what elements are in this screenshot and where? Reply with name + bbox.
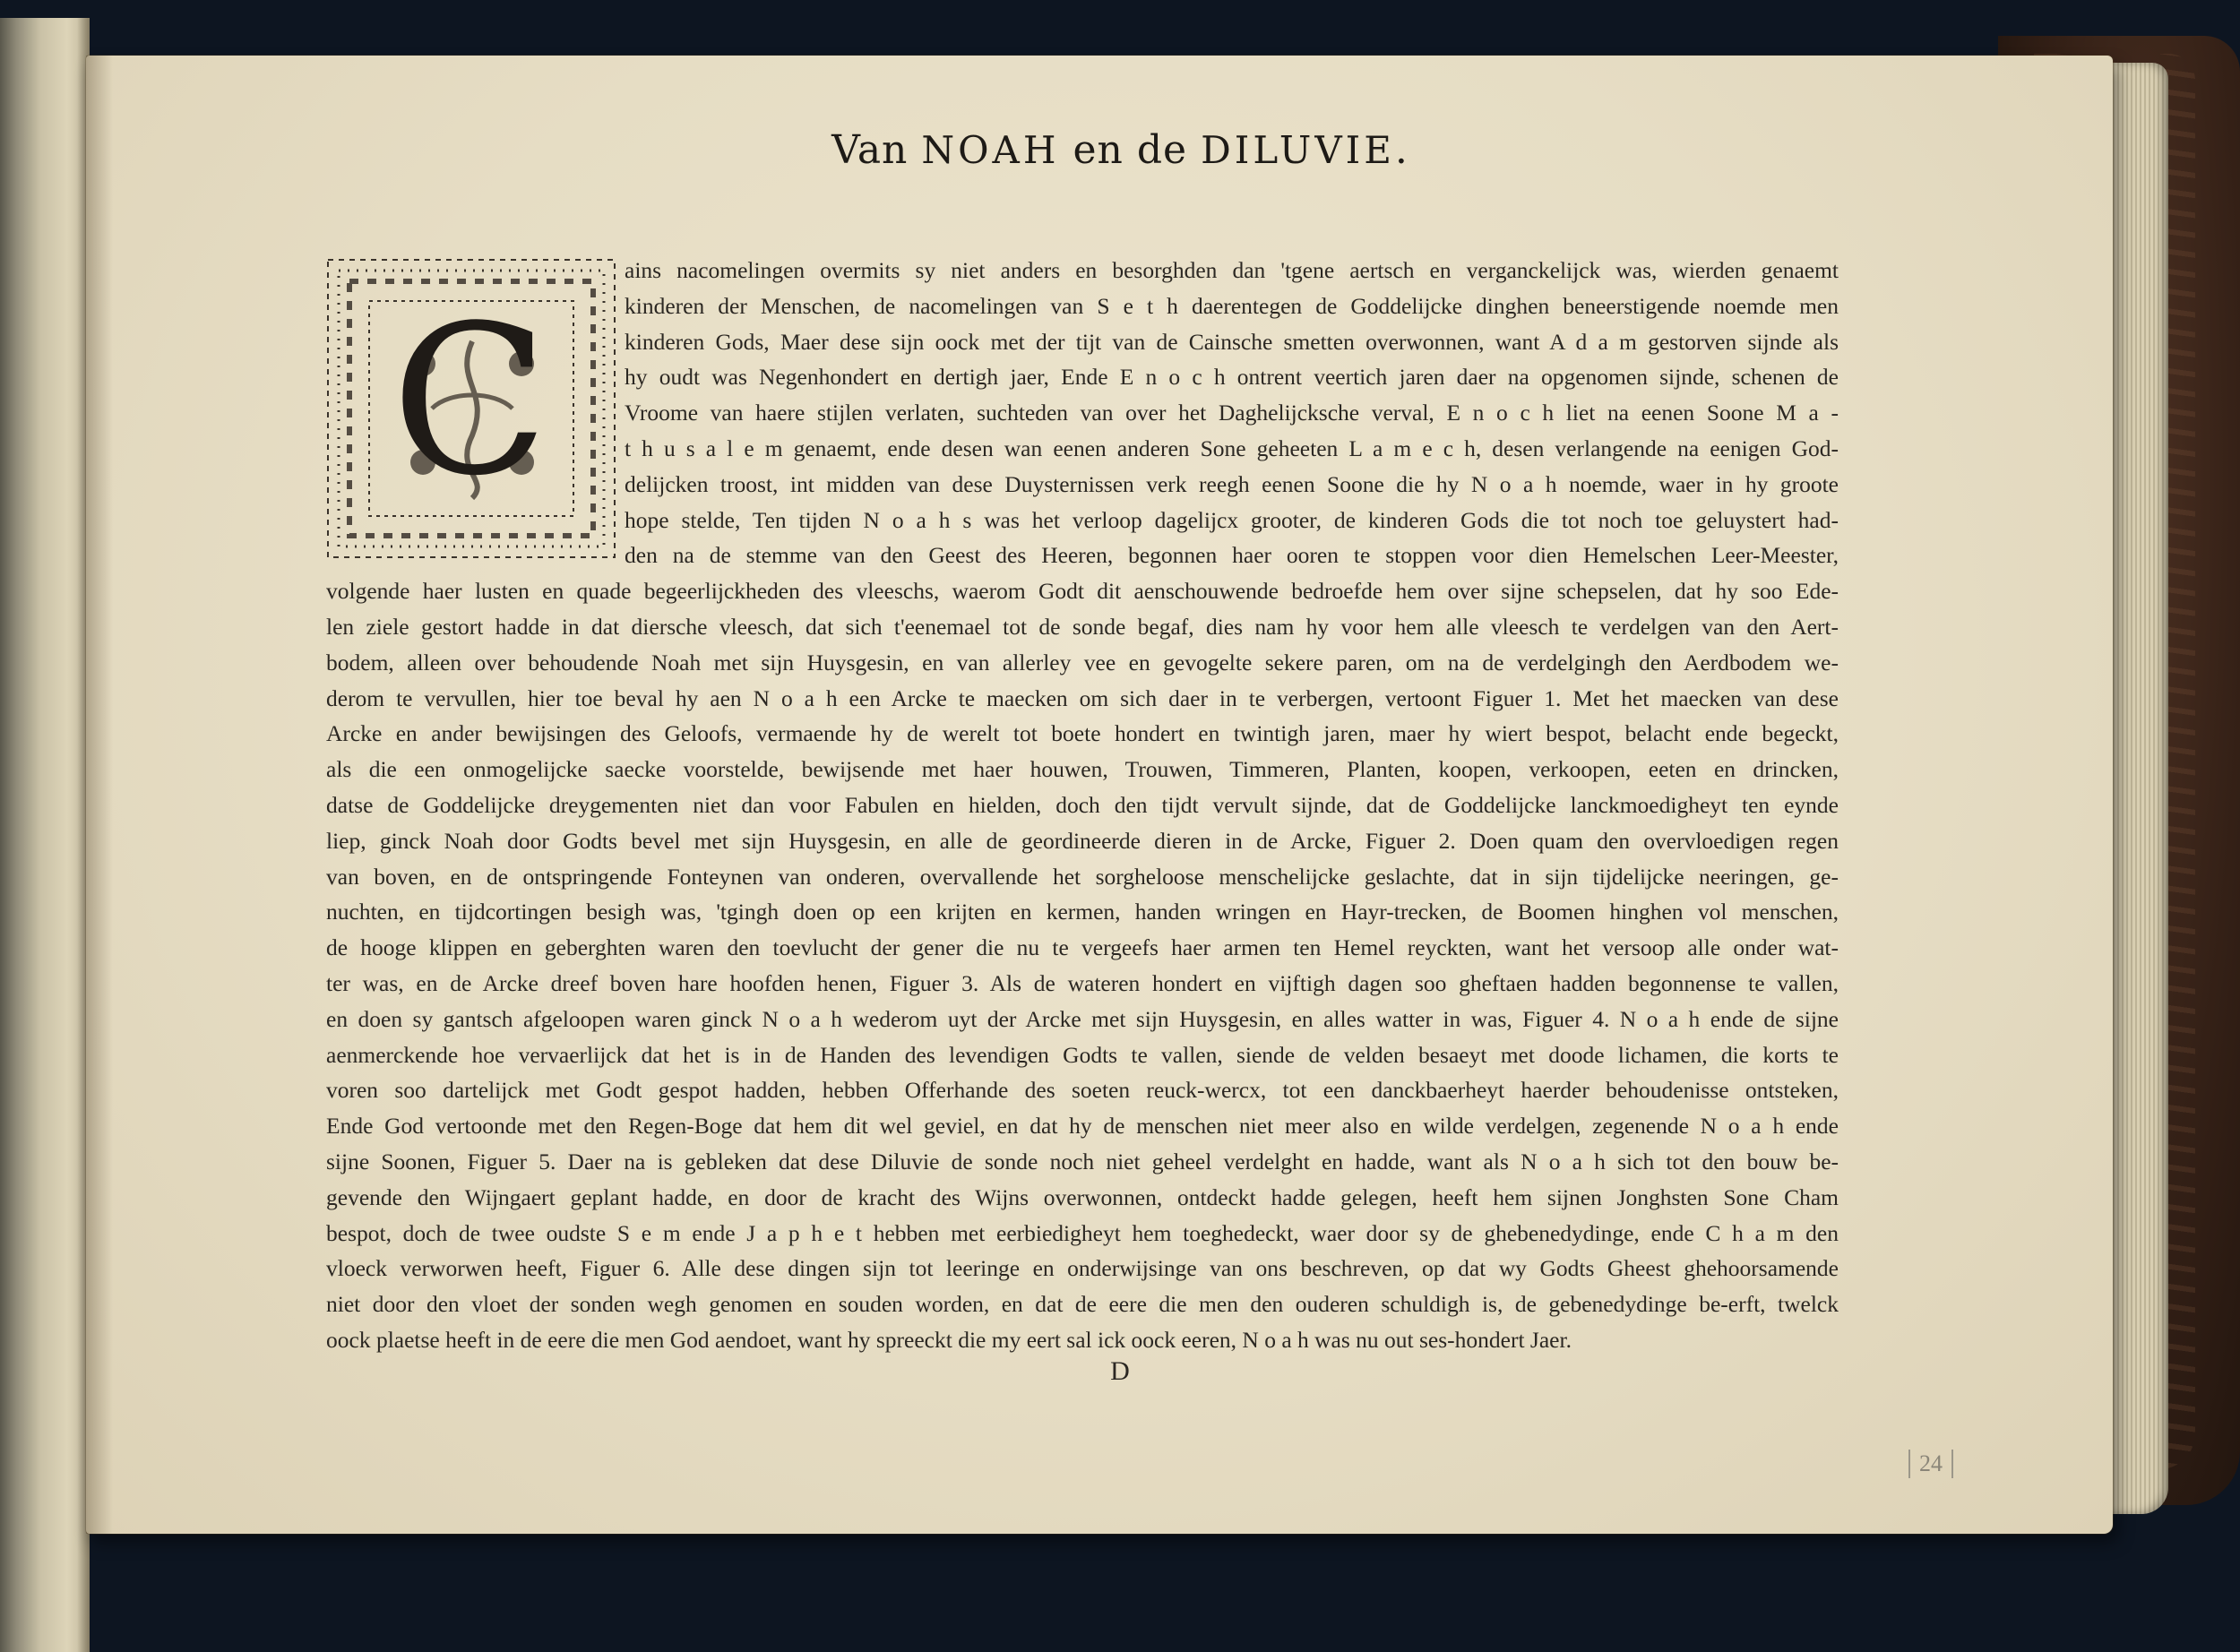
text-line: Vroome van haere stijlen verlaten, suchteden van over het Daghelijcksche verval, E n o c h liet na eenen Soone M a - [625, 400, 1839, 426]
text-line: bespot, doch de twee oudste S e m ende J a p h e t hebben met eerbiedigheyt hem toeghedeckt, waer door sy de ghebenedydinge, ende C h a m den [326, 1219, 1839, 1246]
text-line: als die een onmogelijcke saecke voorstelde, bewijsende met haer houwen, Trouwen, Timmeren, Planten, koopen, verkoopen, eeten en drincken, [326, 756, 1839, 783]
text-line: nuchten, en tijdcortingen besigh was, 'tgingh doen op een krijten en kermen, handen wringen en Hayr-trecken, de Boomen hinghen vol menschen, [326, 899, 1839, 925]
text-line: sijne Soonen, Figuer 5. Daer na is gebleken dat dese Diluvie de sonde noch niet geheel verdelght en hadde, want als N o a h sich tot den bouw be- [326, 1148, 1839, 1174]
signature-mark: D [1110, 1356, 1130, 1386]
text-line: liep, ginck Noah door Godts bevel met sijn Huysgesin, en alle de geordineerde dieren in de Arcke, Figuer 2. Doen quam den overvloedigen regen [326, 827, 1839, 854]
left-page-stack [0, 18, 90, 1652]
text-line: en doen sy gantsch afgeloopen waren ginck N o a h wederom uyt der Arcke met sijn Huysgesin, en alles watter in was, Figuer 4. N o a h ende de sijne [326, 1005, 1839, 1032]
text-line: aenmerckende hoe vervaerlijck dat het is in de Handen des levendigen Godts te vallen, siende de velden besaeyt met doode lichamen, die korts te [326, 1041, 1839, 1068]
text-line: derom te vervullen, hier toe beval hy aen N o a h een Arcke te maecken om sich daer in te verbergen, vertoont Figuer 1. Met het maecken van dese [326, 684, 1839, 711]
text-line: hy oudt was Negenhondert en dertigh jaer, Ende E n o c h ontrent veertich jaren daer na opgenomen sijnde, schenen de [625, 364, 1839, 391]
title-name-diluvie: DILUVIE [1201, 128, 1395, 172]
text-line: volgende haer lusten en quade begeerlijckheden des vleeschs, waerom Godt dit aenschouwende bedroefde hem over sijne schepselen, dat hy soo Ede- [326, 578, 1839, 605]
text-line: kinderen Gods, Maer dese sijn oock met der tijt van de Cainsche smetten overwonnen, want A d a m gestorven sijnde als [625, 328, 1839, 355]
text-line: van boven, en de ontspringende Fonteynen van onderen, overvallende het sorgheloose menschelijcke geslachte, dat in sijn tijdelijcke neeringen, ge- [326, 863, 1839, 890]
text-line: niet door den vloet der sonden wegh genomen en souden worden, en dat de eere die men den ouderen schuldigh is, de gebenedydinge be-erft, twelck [326, 1291, 1839, 1318]
text-line: voren soo dartelijck met Godt gespot hadden, hebben Offerhande des soeten reuck-wercx, tot een danckbaerheyt haerder behoudenisse ontsteken, [326, 1077, 1839, 1104]
page-title [0, 127, 2240, 173]
folio-number: 24 [1908, 1450, 1953, 1478]
body-text [326, 253, 1839, 1358]
text-line: bodem, alleen over behoudende Noah met sijn Huysgesin, en van allerley vee en gevogelte sekere paren, om na de verdelgingh den Aerdbodem we- [326, 649, 1839, 675]
text-line: de hooge klippen en geberghten waren den toevlucht der gener die nu te vergeefs haer armen ten Hemel reyckten, want het versoop alle onder wat- [326, 934, 1839, 961]
title-name-noah: NOAH [921, 128, 1060, 172]
text-line: Ende God vertoonde met den Regen-Boge dat hem dit wel geviel, en dat hy de menschen niet meer also en wilde verdelgen, zegenende N o a h ende [326, 1113, 1839, 1140]
text-line: vloeck verworwen heeft, Figuer 6. Alle dese dingen sijn tot leeringe en onderwijsinge van ons beschreven, op dat wy Godts Gheest ghehoorsamende [326, 1255, 1839, 1282]
text-line: t h u s a l e m genaemt, ende desen wan eenen anderen Sone geheeten L a m e c h, desen verlangende na eenigen God- [625, 435, 1839, 461]
text-line: len ziele gestort hadde in dat diersche vleesch, dat sich t'eenemael tot de sonde begaf, dies nam hy voor hem alle vleesch te verdelgen van den Aert- [326, 613, 1839, 640]
text-line: gevende den Wijngaert geplant hadde, en door de kracht des Wijns overwonnen, ontdeckt hadde gelegen, heeft hem sijnen Jonghsten Sone Cham [326, 1183, 1839, 1210]
text-line: Arcke en ander bewijsingen des Geloofs, vermaende hy de werelt tot boete hondert en twintigh jaren, maer hy wiert bespot, belacht ende begeckt, [326, 720, 1839, 747]
text-line: delijcken troost, int midden van dese Duysternissen verk reegh eenen Soone die hy N o a h noemde, waer in hy groote [625, 470, 1839, 497]
text-line: den na de stemme van den Geest des Heeren, begonnen haer ooren te stoppen voor dien Hemelschen Leer-Meester, [625, 542, 1839, 569]
text-line: kinderen der Menschen, de nacomelingen van S e t h daerentegen de Goddelijcke dinghen beneerstigende noemde men [625, 292, 1839, 319]
title-tail: . [1394, 127, 1409, 173]
text-line: oock plaetse heeft in de eere die men God aendoet, want hy spreeckt die my eert sal ick oock eeren, N o a h was nu out ses-hondert Jaer. [326, 1326, 1572, 1353]
text-line: ter was, en de Arcke dreef boven hare hoofden henen, Figuer 3. Als de wateren hondert en vijftigh dagen soo gheftaen hadden begonnense te vallen, [326, 969, 1839, 996]
initial-letter: C [391, 282, 549, 521]
text-line: datse de Goddelijcke dreygementen niet dan voor Fabulen en hielden, doch den tijdt vervult sijnde, dat de Goddelijcke lanckmoedigheyt ten eynde [326, 791, 1839, 818]
title-mid: en de [1059, 127, 1202, 173]
text-line: ains nacomelingen overmits sy niet anders en besorghden dan 'tgene aertsch en verganckelijck was, wierden genaemt [625, 257, 1839, 283]
text-line: hope stelde, Ten tijden N o a h s was het verloop dagelijcx grooter, de kinderen Gods die tot noch toe geluystert had- [625, 506, 1839, 533]
title-lead: Van [831, 127, 922, 173]
